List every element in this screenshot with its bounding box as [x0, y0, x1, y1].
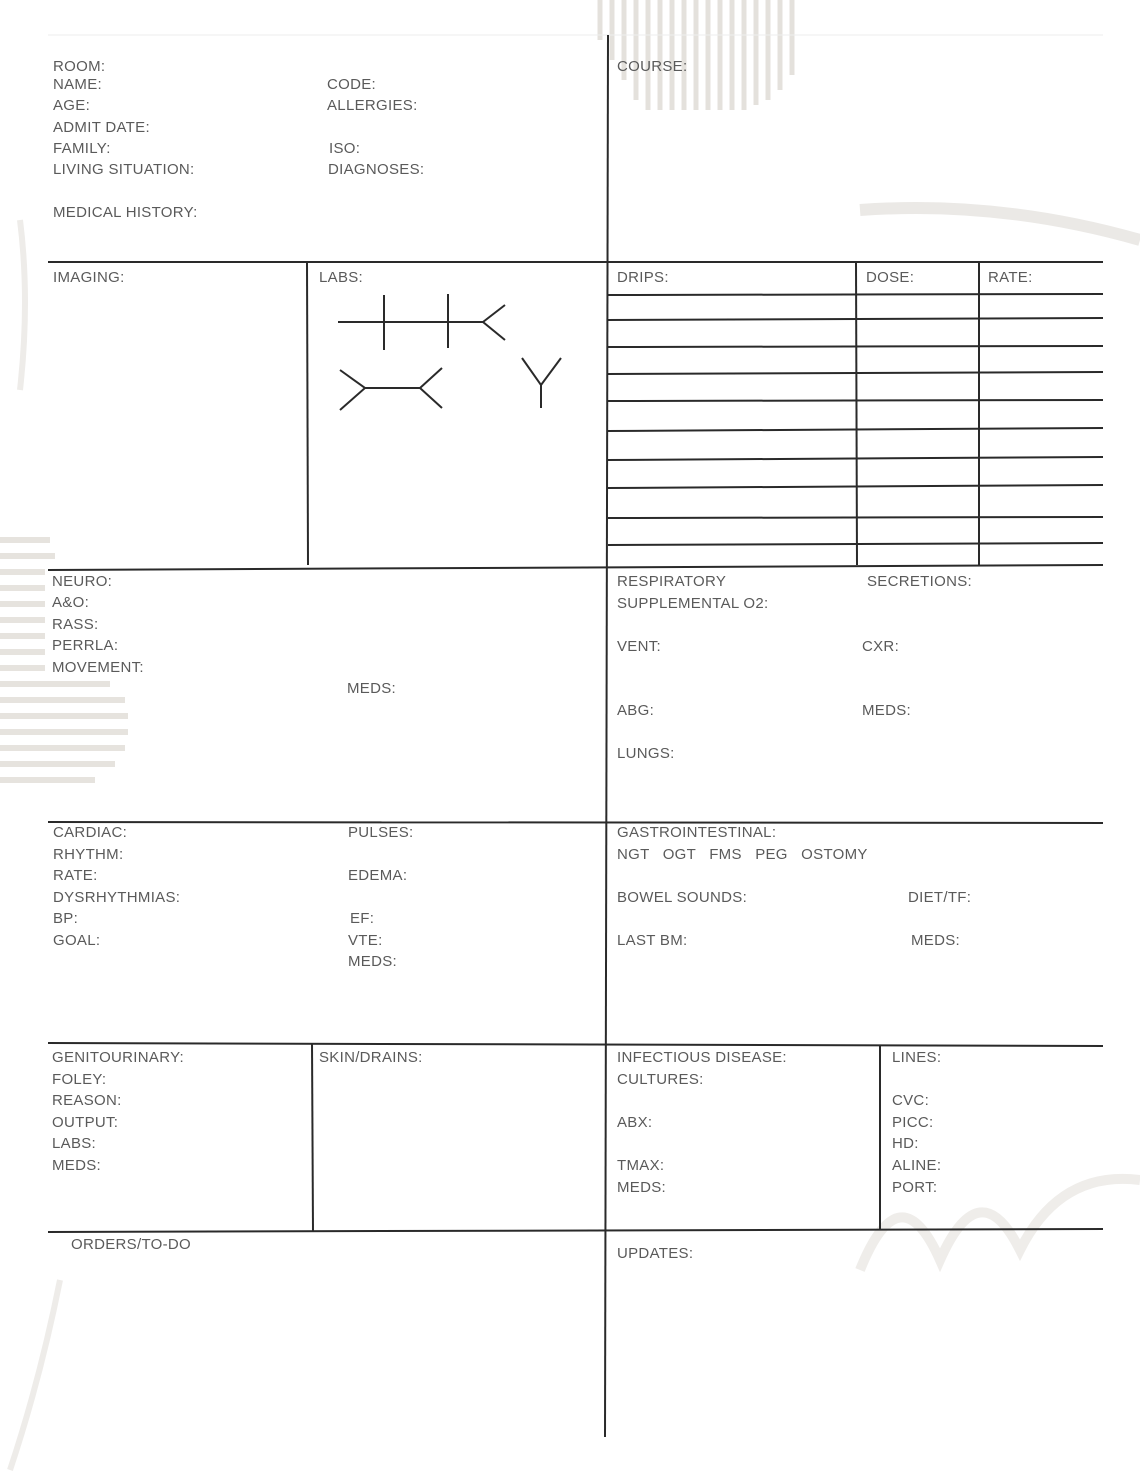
- movement-label: MOVEMENT:: [52, 659, 144, 676]
- picc-label: PICC:: [892, 1114, 934, 1131]
- edema-label: EDEMA:: [348, 867, 408, 884]
- updates-label: UPDATES:: [617, 1245, 694, 1262]
- rate-header: RATE:: [988, 269, 1033, 286]
- respiratory-title: RESPIRATORY: [617, 573, 727, 590]
- neuro-title: NEURO:: [52, 573, 113, 590]
- id-title: INFECTIOUS DISEASE:: [617, 1049, 787, 1066]
- aline-label: ALINE:: [892, 1157, 942, 1174]
- dysrhythmias-label: DYSRHYTHMIAS:: [53, 889, 181, 906]
- drips-table: [608, 262, 1103, 565]
- rass-label: RASS:: [52, 616, 99, 633]
- admit-date-label: ADMIT DATE:: [53, 119, 150, 136]
- age-label: AGE:: [53, 97, 91, 114]
- orders-todo-label: ORDERS/TO-DO: [71, 1236, 191, 1253]
- bp-label: BP:: [53, 910, 79, 927]
- reason-label: REASON:: [52, 1092, 122, 1109]
- tmax-label: TMAX:: [617, 1157, 665, 1174]
- gu-meds-label: MEDS:: [52, 1157, 102, 1174]
- diagnoses-label: DIAGNOSES:: [328, 161, 425, 178]
- last-bm-label: LAST BM:: [617, 932, 688, 949]
- port-label: PORT:: [892, 1179, 938, 1196]
- skin-drains-label: SKIN/DRAINS:: [319, 1049, 423, 1066]
- supplemental-o2-label: SUPPLEMENTAL O2:: [617, 595, 769, 612]
- lines-title: LINES:: [892, 1049, 942, 1066]
- divider-row-3: [48, 822, 1103, 823]
- gi-meds-label: MEDS:: [911, 932, 961, 949]
- dose-header: DOSE:: [866, 269, 915, 286]
- family-label: FAMILY:: [53, 140, 111, 157]
- cardiac-title: CARDIAC:: [53, 824, 128, 841]
- imaging-labs-divider: [307, 262, 308, 565]
- output-label: OUTPUT:: [52, 1114, 119, 1131]
- ao-label: A&O:: [52, 594, 90, 611]
- medical-history-label: MEDICAL HISTORY:: [53, 204, 198, 221]
- center-divider: [605, 35, 608, 1437]
- labs-label: LABS:: [319, 269, 364, 286]
- living-situation-label: LIVING SITUATION:: [53, 161, 195, 178]
- divider-row-4: [48, 1043, 1103, 1046]
- room-label: ROOM:: [53, 58, 106, 75]
- vent-label: VENT:: [617, 638, 662, 655]
- lungs-label: LUNGS:: [617, 745, 675, 762]
- goal-label: GOAL:: [53, 932, 101, 949]
- rhythm-label: RHYTHM:: [53, 846, 124, 863]
- vte-label: VTE:: [348, 932, 383, 949]
- abg-label: ABG:: [617, 702, 655, 719]
- gu-title: GENITOURINARY:: [52, 1049, 185, 1066]
- course-label: COURSE:: [617, 58, 688, 75]
- gi-tubes-options: NGT OGT FMS PEG OSTOMY: [617, 846, 868, 863]
- abx-label: ABX:: [617, 1114, 653, 1131]
- secretions-label: SECRETIONS:: [867, 573, 972, 590]
- diet-tf-label: DIET/TF:: [908, 889, 972, 906]
- gu-skin-divider: [312, 1043, 313, 1232]
- id-meds-label: MEDS:: [617, 1179, 667, 1196]
- rate-label: RATE:: [53, 867, 98, 884]
- divider-row-2: [48, 565, 1103, 570]
- name-label: NAME:: [53, 76, 103, 93]
- hd-label: HD:: [892, 1135, 919, 1152]
- gi-title: GASTROINTESTINAL:: [617, 824, 777, 841]
- divider-row-5: [48, 1229, 1103, 1232]
- cultures-label: CULTURES:: [617, 1071, 704, 1088]
- iso-label: ISO:: [329, 140, 361, 157]
- cardiac-meds-label: MEDS:: [348, 953, 398, 970]
- labs-fishbone-diagram: [338, 294, 561, 410]
- bowel-sounds-label: BOWEL SOUNDS:: [617, 889, 748, 906]
- allergies-label: ALLERGIES:: [327, 97, 418, 114]
- resp-meds-label: MEDS:: [862, 702, 912, 719]
- cxr-label: CXR:: [862, 638, 900, 655]
- imaging-label: IMAGING:: [53, 269, 125, 286]
- cvc-label: CVC:: [892, 1092, 930, 1109]
- ef-label: EF:: [350, 910, 375, 927]
- code-label: CODE:: [327, 76, 377, 93]
- foley-label: FOLEY:: [52, 1071, 107, 1088]
- drips-header: DRIPS:: [617, 269, 669, 286]
- perrla-label: PERRLA:: [52, 637, 119, 654]
- pulses-label: PULSES:: [348, 824, 414, 841]
- gu-labs-label: LABS:: [52, 1135, 97, 1152]
- neuro-meds-label: MEDS:: [347, 680, 397, 697]
